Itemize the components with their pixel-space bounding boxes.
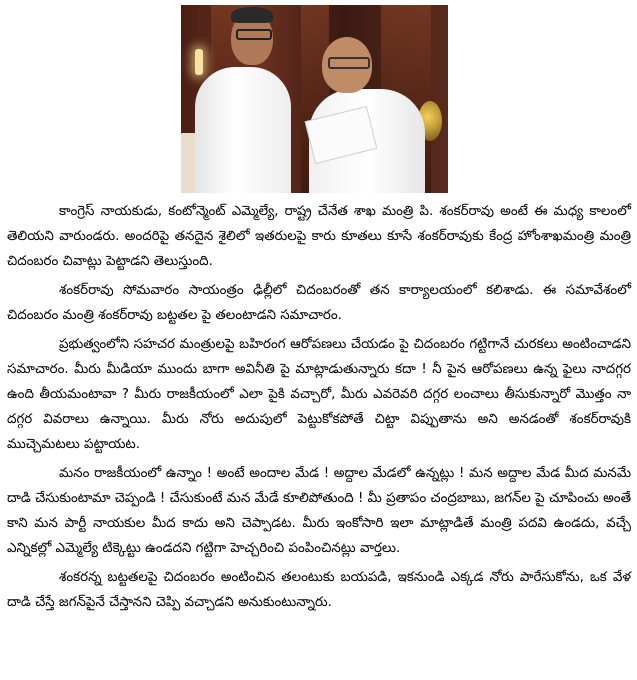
person-left-glasses bbox=[236, 29, 272, 40]
article-photo bbox=[181, 5, 448, 193]
article-body bbox=[7, 199, 631, 619]
person-left-hair bbox=[231, 7, 273, 23]
article-paragraph: శంకర్‌రావు సోమవారం సాయంత్రం ఢిల్లీలో చిదంబరంతో తన కార్యాలయంలో కలిశాడు. ఈ సమావేశంలో చిదంబరం మంత్రి శంకర్‌రావు బట్టతల పై తలంటాడని సమాచారం. bbox=[7, 283, 631, 323]
article-paragraph: కాంగ్రెస్ నాయకుడు, కంటోన్మెంట్ ఎమ్మెల్యే, రాష్ట్ర చేనేత శాఖ మంత్రి పి. శంకర్‌రావు అంటే ఈ మధ్య కాలంలో తెలియని వారుండరు. అందరిపై తనదైన శైలిలో ఇతరులపై కారు కూతలు కూసే శంకర్‌రావుకు కేంద్ర హోంశాఖమంత్రి మంత్రి చిదంబరం చివాట్లు పెట్టాడని తెలుస్తుంది. bbox=[7, 204, 631, 269]
person-left-kurta bbox=[195, 67, 291, 193]
lamp-light bbox=[195, 49, 203, 75]
person-right-glasses bbox=[328, 57, 370, 69]
article-paragraph: మనం రాజకీయంలో ఉన్నాం ! అంటే అందాల మేడ ! అద్దాల మేడలో ఉన్నట్లు ! మన అద్దాల మేడ మీద మనమే దాడి చేసుకుంటామా చెప్పండి ! చేసుకుంటే మన మేడే కూలిపోతుంది ! మీ ప్రతాపం చంద్రబాబు, జగన్‌ల పై చూపించు అంతే కాని మన పార్టీ నాయకుల మీద కాదు అని చెప్పాడట. మీరు ఇంకోసారి ఇలా మాట్లాడితే మంత్రి పదవి ఉండదు, వచ్చే ఎన్నికల్లో ఎమ్మెల్యే టిక్కెట్టు ఉండదని గట్టిగా హెచ్చరించి పంపించినట్లు వార్తలు. bbox=[7, 466, 631, 556]
article-paragraph: ప్రభుత్వంలోని సహచర మంత్రులపై బహిరంగ ఆరోపణలు చేయడం పై చిదంబరం గట్టిగానే చురకలు అంటించాడని సమాచారం. మీరు మీడియా ముందు బాగా అవినీతి పై మాట్లాడుతున్నారు కదా ! నీ పైన ఆరోపణలు ఉన్న ఫైలు నాదగ్గర ఉంది తీయమంటావా ? మీరు రాజకీయంలో ఎలా పైకి వచ్చారో, మీరు ఎవరెవరి దగ్గర లంచాలు తీసుకున్నారో మొత్తం నా దగ్గర వివరాలు ఉన్నాయి. మీరు నోరు అదుపులో పెట్టుకోకపోతే చిట్టా విప్పుతాను అని అనడంతో శంకర్‌రావుకి ముచ్చెమటలు పట్టాయట. bbox=[7, 337, 631, 452]
article-paragraph: శంకరన్న బట్టతలపై చిదంబరం అంటించిన తలంటుకు బయపడి, ఇకనుండి ఎక్కడ నోరు పారేసుకోను, ఒక వేళ దాడి చేస్తే జగన్‌పైనే చేస్తానని చెప్పి వచ్చాడని అనుకుంటున్నారు. bbox=[7, 570, 631, 610]
